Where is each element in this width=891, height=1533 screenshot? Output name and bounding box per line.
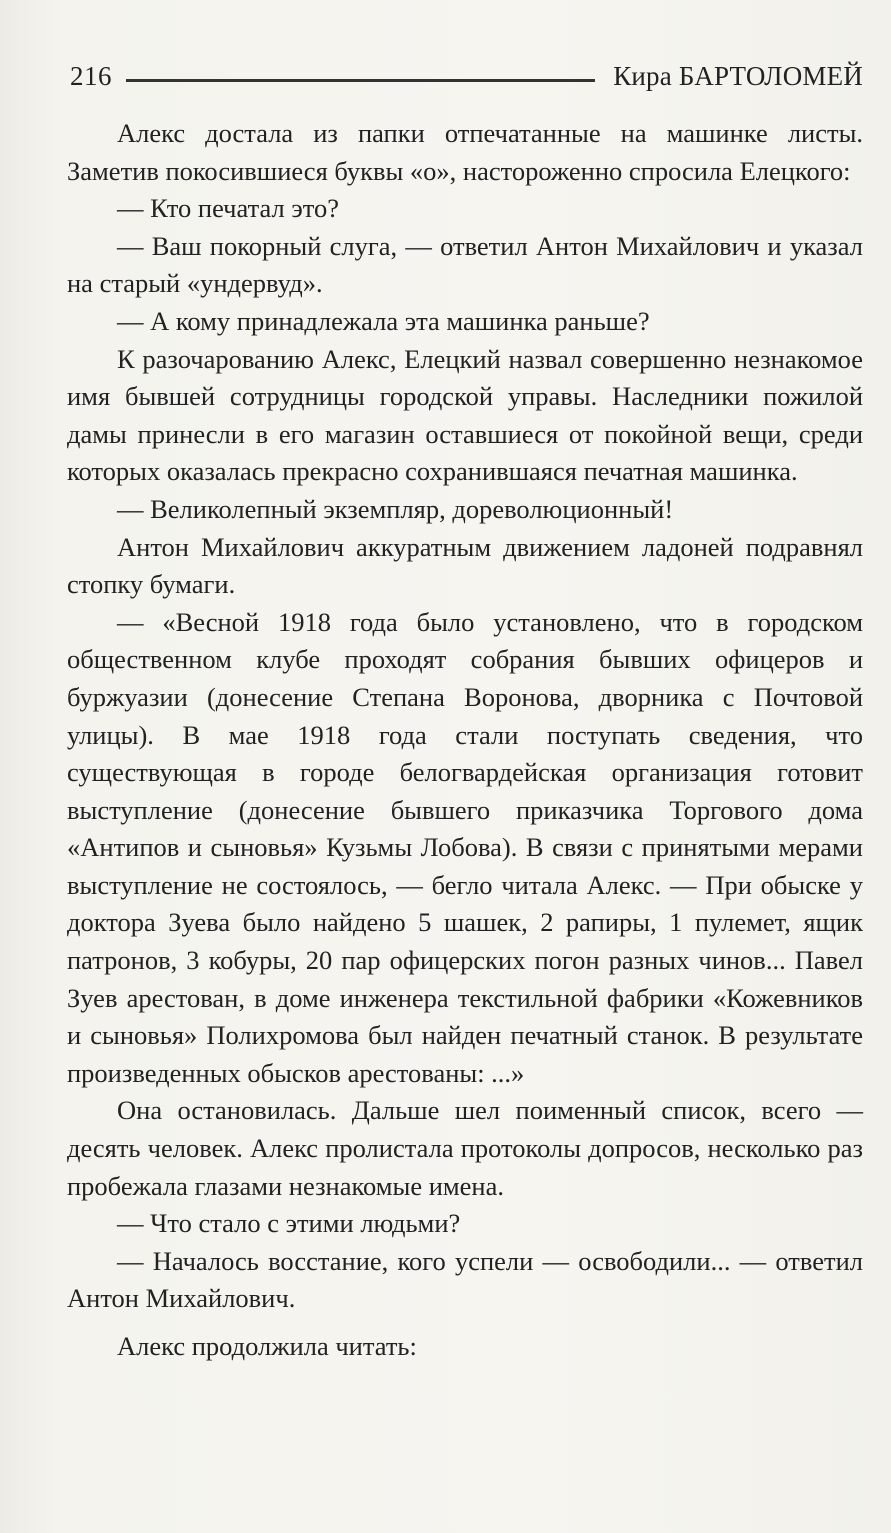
- dialogue-line: — Великолепный экземпляр, дореволюционный!: [117, 493, 674, 524]
- dialogue-line: — А кому принадлежала эта машинка раньше?: [117, 305, 650, 336]
- dialogue-line: — Что стало с этими людьми?: [117, 1208, 461, 1239]
- page-header: [70, 56, 863, 96]
- body-text: [67, 115, 863, 1366]
- quoted-document: — «Весной 1918 года было установлено, что в городском общественном клубе проходят собрания бывших офицеров и буржуазии (донесение Степана Воронова, дворника с Почтовой улицы). В мае 1918 года стали поступать сведения, что существующая в городе белогвардейская организация готовит выступление (донесение бывшего приказчика Торгового дома «Антипов и сыновья» Кузьмы Лобова). В связи с принятыми мерами выступление не состоялось, — бегло читала Алекс. — При обыске у доктора Зуева было найдено 5 шашек, 2 рапиры, 1 пулемет, ящик патронов, 3 кобуры, 20 пар офицерских погон разных чинов... Павел Зуев арестован, в доме инженера текстильной фабрики «Кожевников и сыновья» Полихромова был найден печатный станок. В результате произведенных обысков арестованы: ...»: [67, 606, 863, 1088]
- paragraph: Алекс достала из папки отпечатанные на машинке листы. Заметив покосившиеся буквы «о», настороженно спросила Елецкого:: [67, 118, 863, 186]
- dialogue-line: — Кто печатал это?: [117, 193, 339, 224]
- dialogue-line: — Ваш покорный слуга, — ответил Антон Михайлович и указал на старый «ундервуд».: [67, 230, 863, 299]
- dialogue-line: — Началось восстание, кого успели — освободили... — ответил Антон Михайлович.: [67, 1245, 863, 1314]
- paragraph: Алекс продолжила читать:: [117, 1331, 417, 1361]
- page-number: 216: [70, 60, 112, 91]
- header-rule: [126, 79, 595, 82]
- paragraph: Она остановилась. Дальше шел поименный список, всего — десять человек. Алекс пролистала протоколы допросов, несколько раз пробежала глазами незнакомые имена.: [67, 1095, 863, 1201]
- paragraph: Антон Михайлович аккуратным движением ладоней подравнял стопку бумаги.: [67, 531, 863, 600]
- paragraph: К разочарованию Алекс, Елецкий назвал совершенно незнакомое имя бывшей сотрудницы городской управы. Наследники пожилой дамы принесли в его магазин оставшиеся от покойной вещи, среди которых оказалась прекрасно сохранившаяся печатная машинка.: [67, 343, 863, 487]
- running-head: Кира БАРТОЛОМЕЙ: [613, 60, 863, 91]
